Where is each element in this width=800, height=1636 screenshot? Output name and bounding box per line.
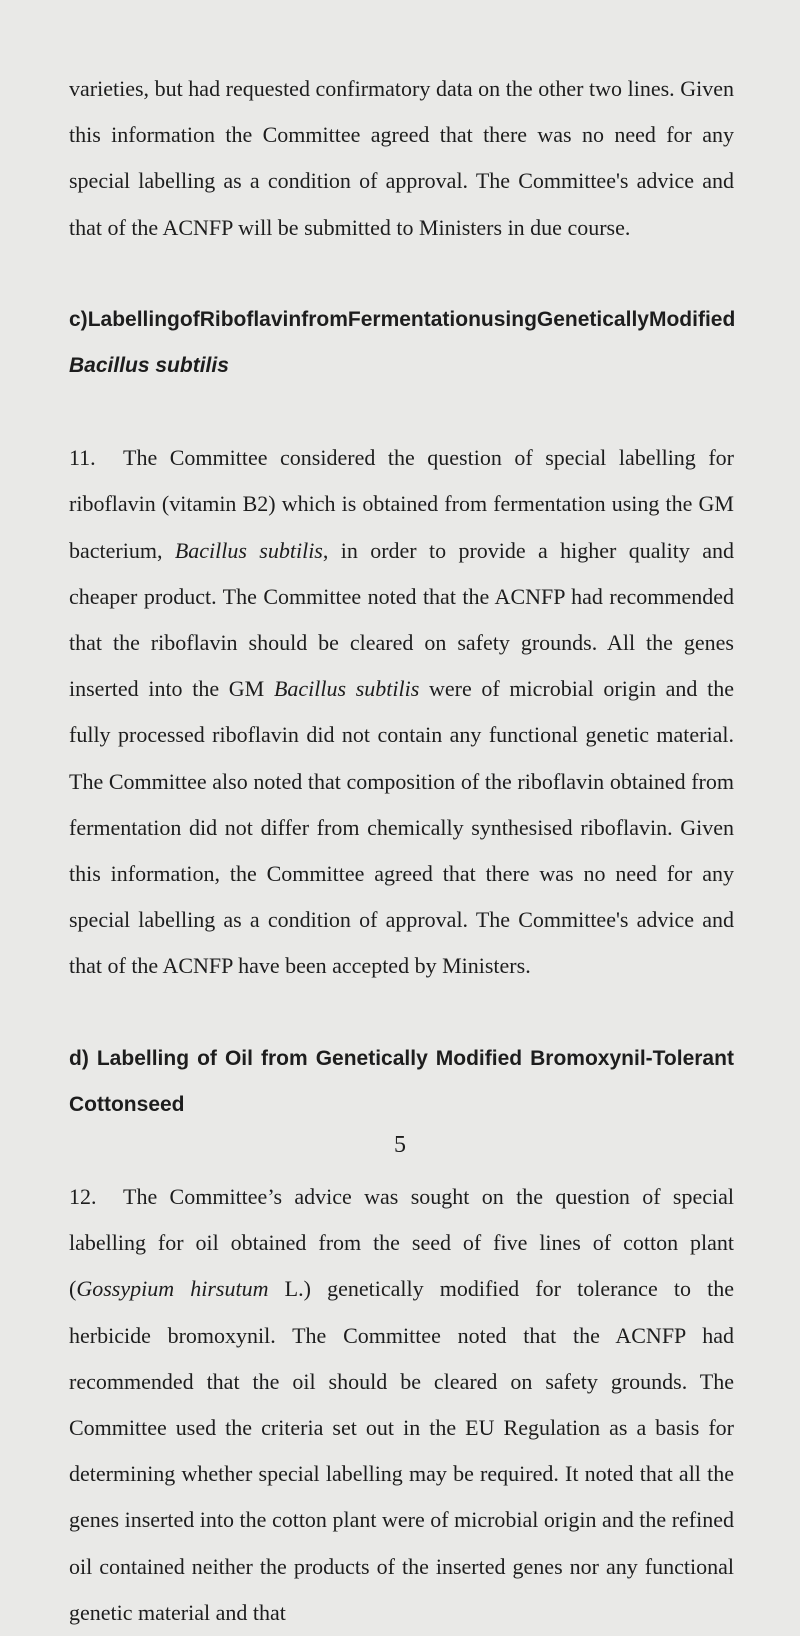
heading-word: of (179, 307, 200, 331)
section-c-title-line2 (69, 343, 734, 389)
page-number: 5 (394, 1132, 406, 1158)
heading-word: Fermentation (347, 307, 481, 331)
heading-word: Labelling (96, 1046, 190, 1070)
heading-word: of (197, 1046, 217, 1070)
section-c-title-line1 (69, 297, 734, 343)
section-d-label: d) (69, 1046, 89, 1070)
heading-word: from (301, 307, 348, 331)
heading-word: Modified (435, 1046, 523, 1070)
section-d-heading (69, 1036, 734, 1128)
heading-word: Genetically (536, 307, 649, 331)
paragraph-11-text-2: , in order to provide a higher quality and cheaper product. The Committee noted that the ACNFP had recommended that the riboflavin should be cleared on safety grounds. All the genes inserted into the GM (69, 537, 734, 702)
paragraph-11-text-3: were of microbial origin and the fully processed riboflavin did not contain any functional genetic material. The Committee also noted that composition of the riboflavin obtained from fermentation did not differ from chemically synthesised riboflavin. Given this information, the Committee agreed that there was no need for any special labelling as a condition of approval. The Committee's advice and that of the ACNFP have been accepted by Ministers. (69, 676, 734, 979)
heading-word: Genetically (315, 1046, 428, 1070)
heading-word: Oil (224, 1046, 253, 1070)
paragraph-11 (69, 435, 734, 989)
paragraph-12-italic-1: Gossypium hirsutum (76, 1276, 269, 1302)
heading-word: Bromoxynil-Tolerant (530, 1046, 734, 1070)
paragraph-continuation: varieties, but had requested confirmatory data on the other two lines. Given this information the Committee agreed that there was no need for any special labelling as a condition of approval. The Committee's advice and that of the ACNFP will be submitted to Ministers in due course. (69, 76, 734, 240)
paragraph-12-text-1: The Committee’s advice was sought on the question of special labelling for oil obtained from the seed of five lines of cotton plant ( (69, 1184, 734, 1302)
paragraph-11-number: 11. (69, 445, 96, 471)
paragraph-12-number: 12. (69, 1184, 97, 1210)
heading-word: from (260, 1046, 308, 1070)
paragraph-11-italic-1: Bacillus subtilis (174, 537, 323, 563)
paragraph-12 (69, 1174, 734, 1636)
section-d-title-line1 (69, 1036, 734, 1082)
paragraph-11-text-1: The Committee considered the question of special labelling for riboflavin (vitamin B2) which is obtained from fermentation using the GM bacterium, (69, 445, 734, 563)
heading-word: Modified (648, 307, 736, 331)
section-d-title-line2: Cottonseed (69, 1092, 185, 1116)
heading-word: Riboflavin (199, 307, 302, 331)
section-c-heading (69, 297, 734, 389)
heading-word: using (480, 307, 537, 331)
section-c-title-italic: Bacillus subtilis (69, 354, 229, 378)
paragraph-12-text-2: L.) genetically modified for tolerance to the herbicide bromoxynil. The Committee noted that the ACNFP had recommended that the oil should be cleared on safety grounds. The Committee used the criteria set out in the EU Regulation as a basis for determining whether special labelling may be required. It noted that all the genes inserted into the cotton plant were of microbial origin and the refined oil contained neither the products of the inserted genes nor any functional genetic material and that (69, 1276, 735, 1625)
paragraph-11-italic-2: Bacillus subtilis (273, 676, 420, 702)
section-c-label: c) (69, 307, 88, 331)
heading-word: Labelling (87, 307, 180, 331)
